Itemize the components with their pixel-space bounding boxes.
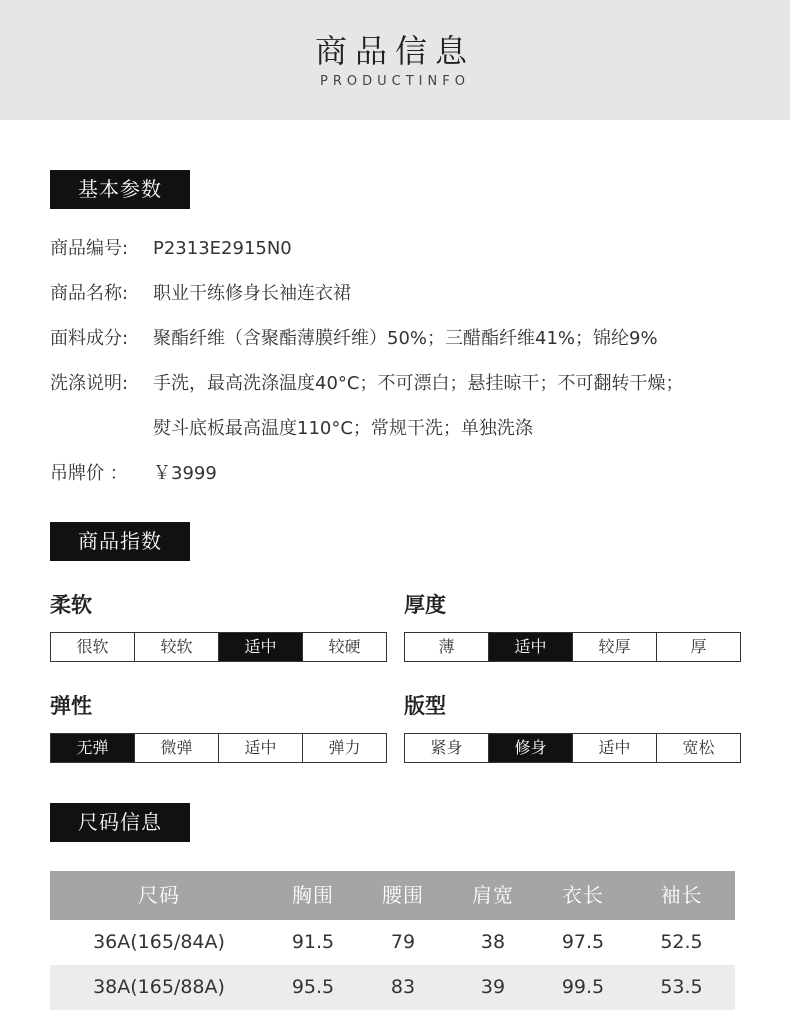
- index-elasticity-title: 弹性: [50, 694, 92, 718]
- index-elasticity-option: 弹力: [328, 738, 361, 757]
- index-thickness-option: 较厚: [573, 633, 657, 661]
- page-subtitle: PRODUCTINFO: [320, 74, 470, 89]
- index-softness-title: 柔软: [50, 593, 92, 617]
- param-name-value: 职业干练修身长袖连衣裙: [153, 283, 351, 304]
- size-table-header: [50, 871, 735, 920]
- size-header-cell: 袖长: [660, 883, 703, 907]
- size-header-cell: 肩宽: [472, 883, 514, 907]
- size-cell: 53.5: [660, 976, 703, 998]
- size-cell: 38: [480, 931, 506, 953]
- index-fit-option: 适中: [573, 734, 657, 762]
- param-fabric-value: 聚酯纤维（含聚酯薄膜纤维）50%；三醋酯纤维41%；锦纶9%: [153, 328, 658, 349]
- index-softness-bar: [50, 632, 387, 662]
- param-code: [50, 234, 292, 264]
- param-fabric: [50, 324, 658, 354]
- param-price: [50, 459, 217, 489]
- size-cell: 52.5: [660, 931, 703, 953]
- param-code-key: 商品编号:: [50, 238, 129, 259]
- size-cell: 36A(165/84A): [93, 931, 225, 953]
- table-row: [50, 965, 735, 1010]
- index-elasticity-bar: [50, 733, 387, 763]
- param-wash-value-1: 手洗，最高洗涤温度40°C；不可漂白；悬挂晾干；不可翻转干燥；: [153, 373, 684, 394]
- section-label-size: 尺码信息: [50, 803, 190, 842]
- param-price-key: 吊牌价 ：: [50, 463, 128, 484]
- index-elasticity-option: 微弹: [135, 734, 219, 762]
- index-fit-option: 宽松: [682, 738, 715, 757]
- section-label-params: 基本参数: [50, 170, 190, 209]
- param-price-value: ￥3999: [153, 463, 217, 484]
- index-thickness-option: 适中: [489, 633, 573, 661]
- size-table: [50, 871, 735, 1010]
- page-title: 商品信息: [314, 32, 475, 70]
- size-header-cell: 尺码: [138, 883, 180, 907]
- index-elasticity-option: 适中: [219, 734, 303, 762]
- index-softness-option: 较软: [135, 633, 219, 661]
- index-fit-bar: [404, 733, 741, 763]
- size-cell: 91.5: [291, 931, 335, 953]
- size-cell: 38A(165/88A): [93, 976, 225, 998]
- size-cell: 83: [390, 976, 416, 998]
- size-cell: 39: [480, 976, 506, 998]
- size-cell: 95.5: [291, 976, 335, 998]
- index-softness-option: 较硬: [328, 637, 361, 656]
- size-header-cell: 腰围: [382, 883, 424, 907]
- table-row: [50, 920, 735, 965]
- index-elasticity-option: 无弹: [51, 734, 135, 762]
- param-wash-key: 洗涤说明:: [50, 373, 129, 394]
- index-softness-option: 适中: [219, 633, 303, 661]
- param-wash-value-2: 熨斗底板最高温度110°C；常规干洗；单独洗涤: [153, 418, 533, 439]
- index-fit-option: 修身: [489, 734, 573, 762]
- section-label-index: 商品指数: [50, 522, 190, 561]
- index-fit-title: 版型: [404, 694, 446, 718]
- param-name: [50, 279, 351, 309]
- size-header-cell: 衣长: [562, 883, 604, 907]
- param-name-key: 商品名称:: [50, 283, 129, 304]
- size-cell: 97.5: [561, 931, 605, 953]
- size-cell: 99.5: [561, 976, 605, 998]
- param-fabric-key: 面料成分:: [50, 328, 129, 349]
- index-thickness-title: 厚度: [404, 593, 446, 617]
- size-header-cell: 胸围: [292, 883, 334, 907]
- index-thickness-bar: [404, 632, 741, 662]
- size-cell: 79: [390, 931, 416, 953]
- param-code-value: P2313E2915N0: [153, 238, 292, 259]
- index-fit-option: 紧身: [405, 734, 489, 762]
- index-thickness-option: 厚: [690, 637, 707, 656]
- param-wash: [50, 369, 683, 399]
- page-header: [0, 0, 790, 120]
- index-thickness-option: 薄: [405, 633, 489, 661]
- index-softness-option: 很软: [51, 633, 135, 661]
